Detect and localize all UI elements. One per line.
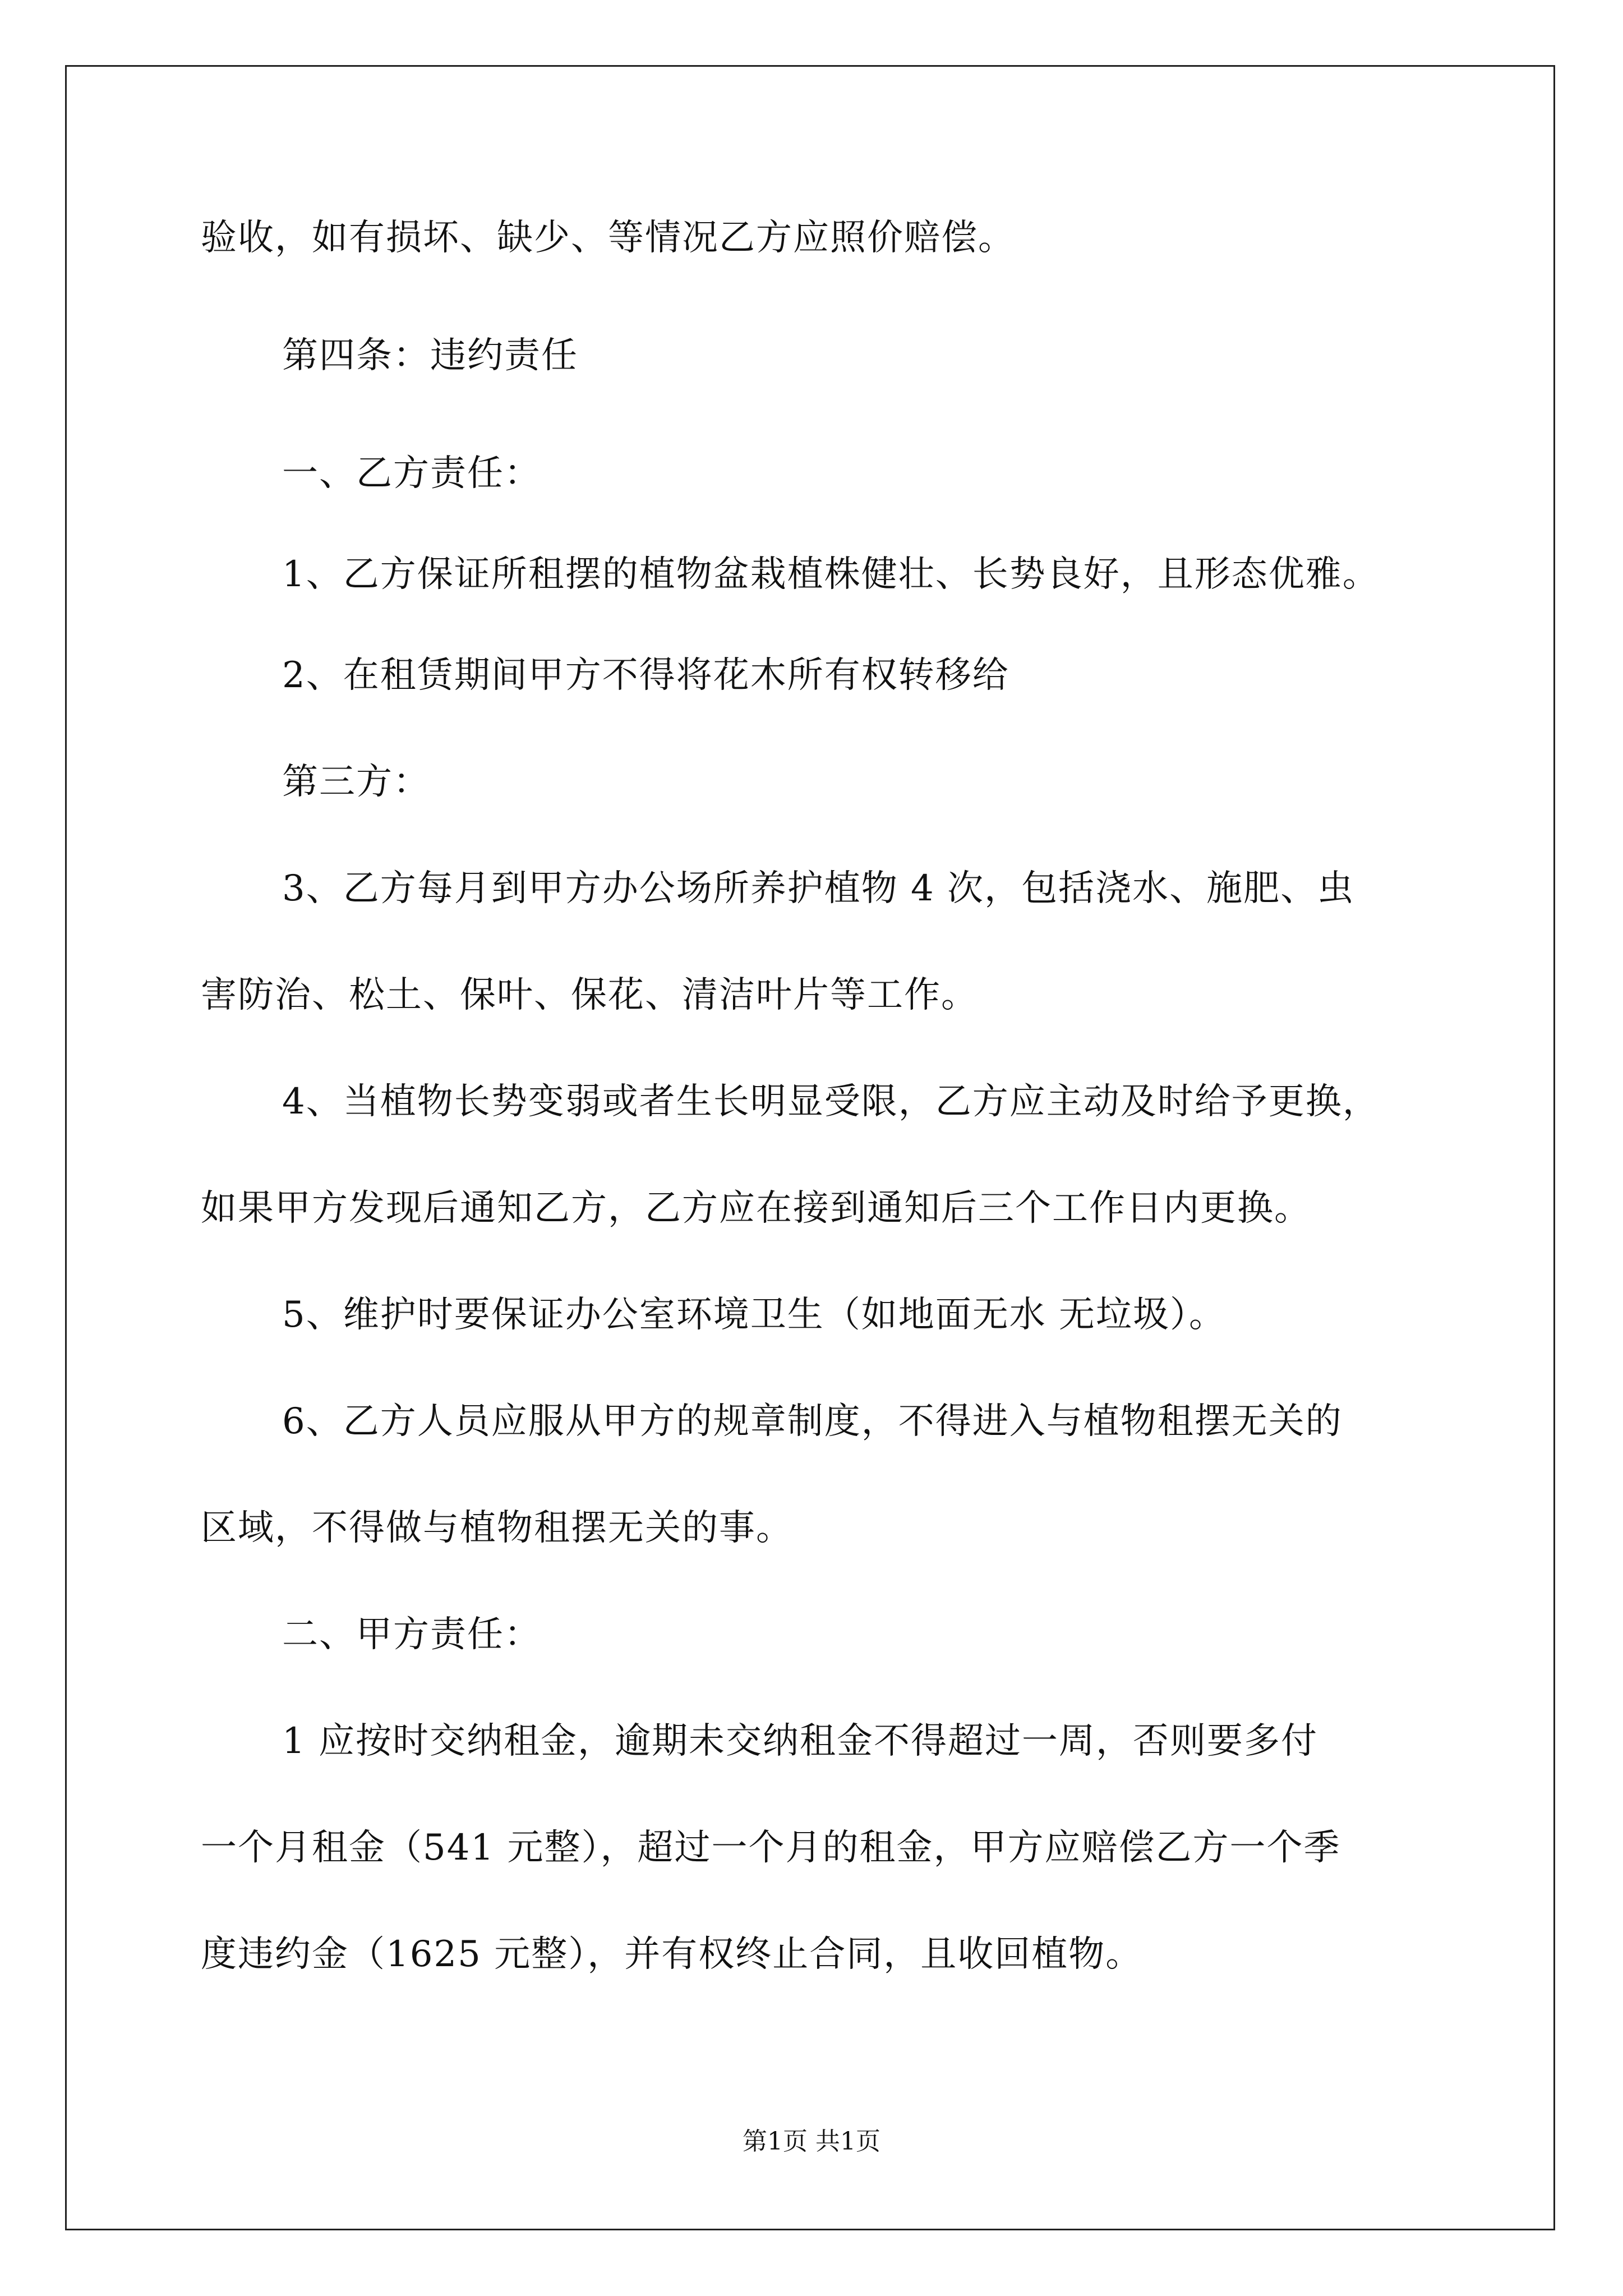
text-line: 验收，如有损坏、缺少、等情况乙方应照价赔偿。: [201, 217, 1015, 259]
clause-item: 5、维护时要保证办公室环境卫生（如地面无水 无垃圾）。: [282, 1294, 1227, 1336]
clause-item: 2、在租赁期间甲方不得将花木所有权转移给: [282, 655, 1009, 696]
text-line: 度违约金（1625 元整），并有权终止合同，且收回植物。: [201, 1934, 1143, 1975]
text-line: 一个月租金（541 元整），超过一个月的租金，甲方应赔偿乙方一个季: [201, 1827, 1341, 1869]
subsection-heading: 一、乙方责任：: [282, 453, 541, 494]
clause-item: 4、当植物长势变弱或者生长明显受限，乙方应主动及时给予更换，: [282, 1081, 1380, 1122]
clause-item: 1 应按时交纳租金，逾期未交纳租金不得超过一周，否则要多付: [282, 1720, 1318, 1762]
text-line: 第三方：: [282, 761, 430, 803]
page-footer: 第1页 共1页: [743, 2127, 880, 2156]
clause-item: 6、乙方人员应服从甲方的规章制度，不得进入与植物租摆无关的: [282, 1401, 1343, 1442]
clause-item: 1、乙方保证所租摆的植物盆栽植株健壮、长势良好，且形态优雅。: [282, 554, 1380, 595]
text-line: 害防治、松土、保叶、保花、清洁叶片等工作。: [201, 974, 978, 1016]
page-border: [65, 65, 1555, 2230]
text-line: 如果甲方发现后通知乙方，乙方应在接到通知后三个工作日内更换。: [201, 1188, 1311, 1229]
clause-item: 3、乙方每月到甲方办公场所养护植物 4 次，包括浇水、施肥、虫: [282, 868, 1355, 909]
section-heading: 第四条：违约责任: [282, 335, 578, 376]
text-line: 区域，不得做与植物租摆无关的事。: [201, 1507, 793, 1549]
subsection-heading: 二、甲方责任：: [282, 1614, 541, 1655]
